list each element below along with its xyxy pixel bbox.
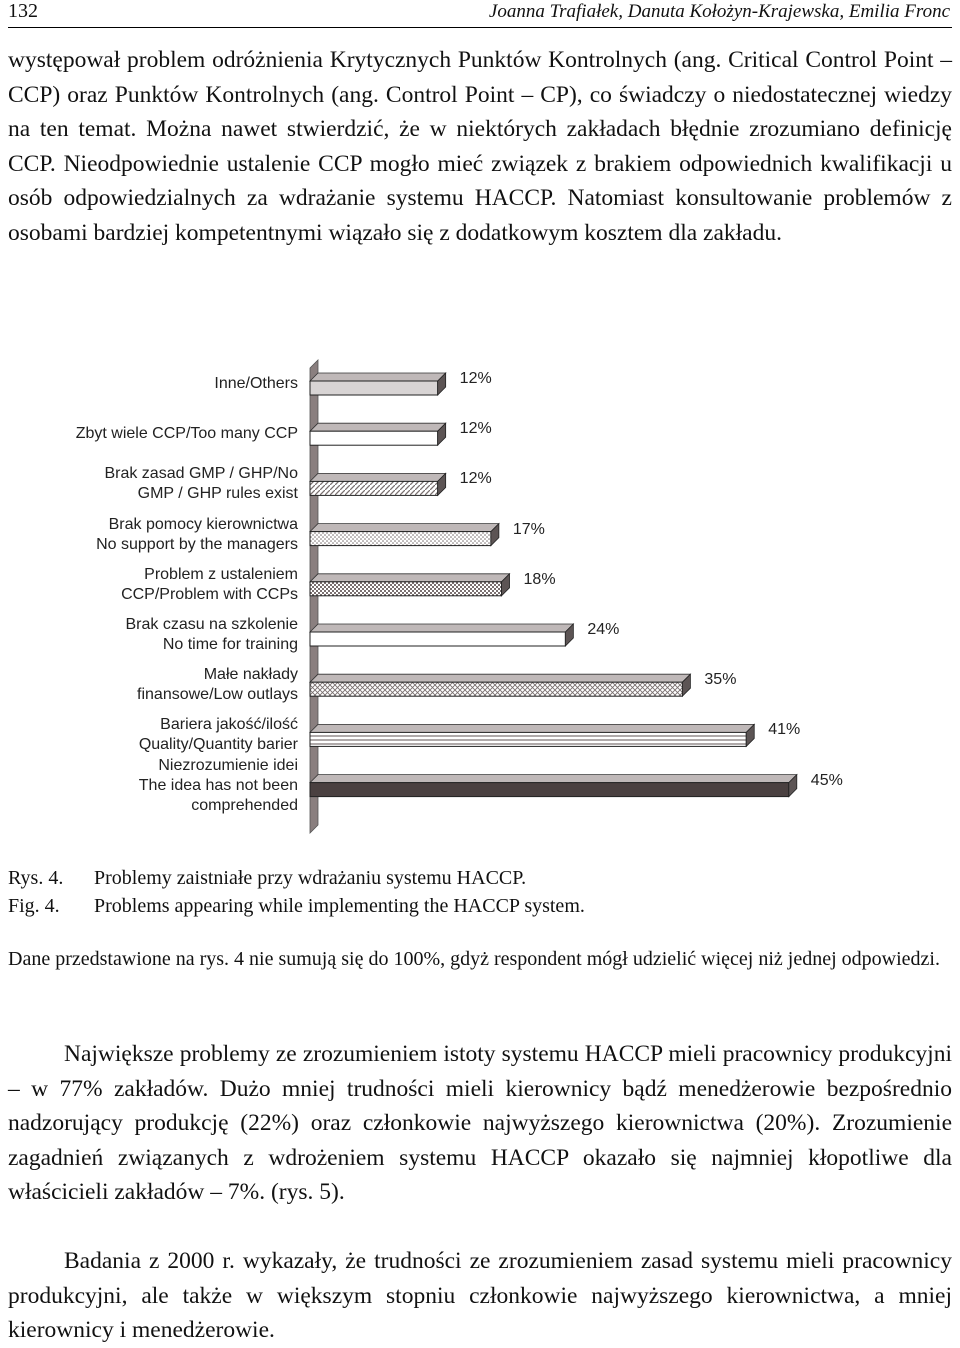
- value-label-6: 24%: [587, 621, 620, 638]
- category-label-1: Inne/Others: [214, 375, 298, 392]
- value-label-4: 17%: [512, 520, 545, 538]
- bar-9: [310, 783, 789, 797]
- category-label-6: Brak czasu na szkolenie No time for training: [125, 616, 298, 653]
- bar-top-3: [310, 473, 446, 481]
- category-label-2: Zbyt wiele CCP/Too many CCP: [75, 425, 298, 443]
- page-number: 132: [8, 0, 38, 22]
- bar-4: [310, 532, 491, 546]
- caption-label-pl: Rys. 4.: [8, 867, 64, 889]
- paragraph-2: Dane przedstawione na rys. 4 nie sumują się do 100%, gdyż respondent mógł udzielić więcej niż jednej odpowiedzi.: [8, 948, 940, 970]
- value-label-9: 45%: [810, 771, 843, 789]
- bar-6: [310, 632, 565, 646]
- value-label-2: 12%: [459, 420, 492, 438]
- bar-1: [310, 381, 438, 395]
- bar-top-9: [310, 775, 797, 783]
- value-label-1: 12%: [459, 370, 492, 387]
- bar-top-7: [310, 674, 690, 682]
- bar-top-6: [310, 624, 573, 632]
- bar-top-8: [310, 724, 754, 732]
- bar-3: [310, 481, 438, 495]
- bar-8: [310, 732, 746, 746]
- category-label-3: Brak zasad GMP / GHP/No GMP / GHP rules exist: [104, 465, 298, 503]
- bar-7: [310, 682, 682, 696]
- running-title: Joanna Trafiałek, Danuta Kołożyn-Krajewska, Emilia Fronc: [488, 1, 950, 22]
- category-label-8: Bariera jakość/ilość Quality/Quantity barier: [138, 716, 298, 754]
- bar-top-1: [310, 373, 446, 381]
- bar-chart: [0, 350, 960, 840]
- paragraph-3: Największe problemy ze zrozumieniem istoty systemu HACCP mieli pracownicy produkcyjni – w 77% zakładów. Dużo mniej trudności mieli kierownicy bądź menedżerowie bezpośrednio nadzorujący produkcję (22%) oraz członkowie najwyższego kierownictwa (20%). Zrozumienie zagadnień związanych z wdrożeniem systemu HACCP okazało się najmniej kłopotliwe dla właścicieli zakładów – 7%. (rys. 5).: [8, 1041, 952, 1205]
- category-label-5: Problem z ustaleniem CCP/Problem with CCPs: [121, 565, 298, 603]
- caption-text-pl: Problemy zaistniałe przy wdrażaniu systemu HACCP.: [94, 867, 527, 889]
- paragraph-1: występował problem odróżnienia Krytycznych Punktów Kontrolnych (ang. Critical Control Point – CCP) oraz Punktów Kontrolnych (ang. Control Point – CP), co świadczy o niedostatecznej wiedzy na ten temat. Można nawet stwierdzić, że w niektórych zakładach błędnie zrozumiano definicję CCP. Nieodpowiednie ustalenie CCP mogło mieć związek z brakiem odpowiednich kwalifikacji u osób odpowiedzialnych za wdrażanie systemu HACCP. Natomiast konsultowanie problemów z osobami bardziej kompetentnymi wiązało się z dodatkowym kosztem dla zakładu.: [8, 47, 952, 246]
- category-label-7: Małe nakłady finansowe/Low outlays: [137, 666, 298, 704]
- category-label-4: Brak pomocy kierownictwa No support by the managers: [96, 515, 298, 553]
- value-label-8: 41%: [768, 721, 801, 739]
- bar-top-2: [310, 423, 446, 431]
- bar-5: [310, 582, 502, 596]
- value-label-3: 12%: [459, 470, 492, 488]
- category-label-9: Niezrozumienie idei The idea has not been comprehended: [138, 756, 298, 814]
- value-label-7: 35%: [704, 671, 737, 689]
- value-label-5: 18%: [523, 570, 556, 588]
- figure-caption: [8, 864, 708, 920]
- paragraph-4: Badania z 2000 r. wykazały, że trudności ze zrozumieniem zasad systemu mieli pracownicy produkcyjni, ale także w większym stopniu członkowie najwyższego kierownictwa, a mniej kierownicy i menedżerowie.: [8, 1248, 952, 1343]
- caption-text-en: Problems appearing while implementing the HACCP system.: [94, 895, 585, 917]
- bar-top-5: [310, 574, 510, 582]
- bar-2: [310, 431, 438, 445]
- page-header: [8, 0, 952, 28]
- caption-label-en: Fig. 4.: [8, 895, 60, 917]
- bar-top-4: [310, 524, 499, 532]
